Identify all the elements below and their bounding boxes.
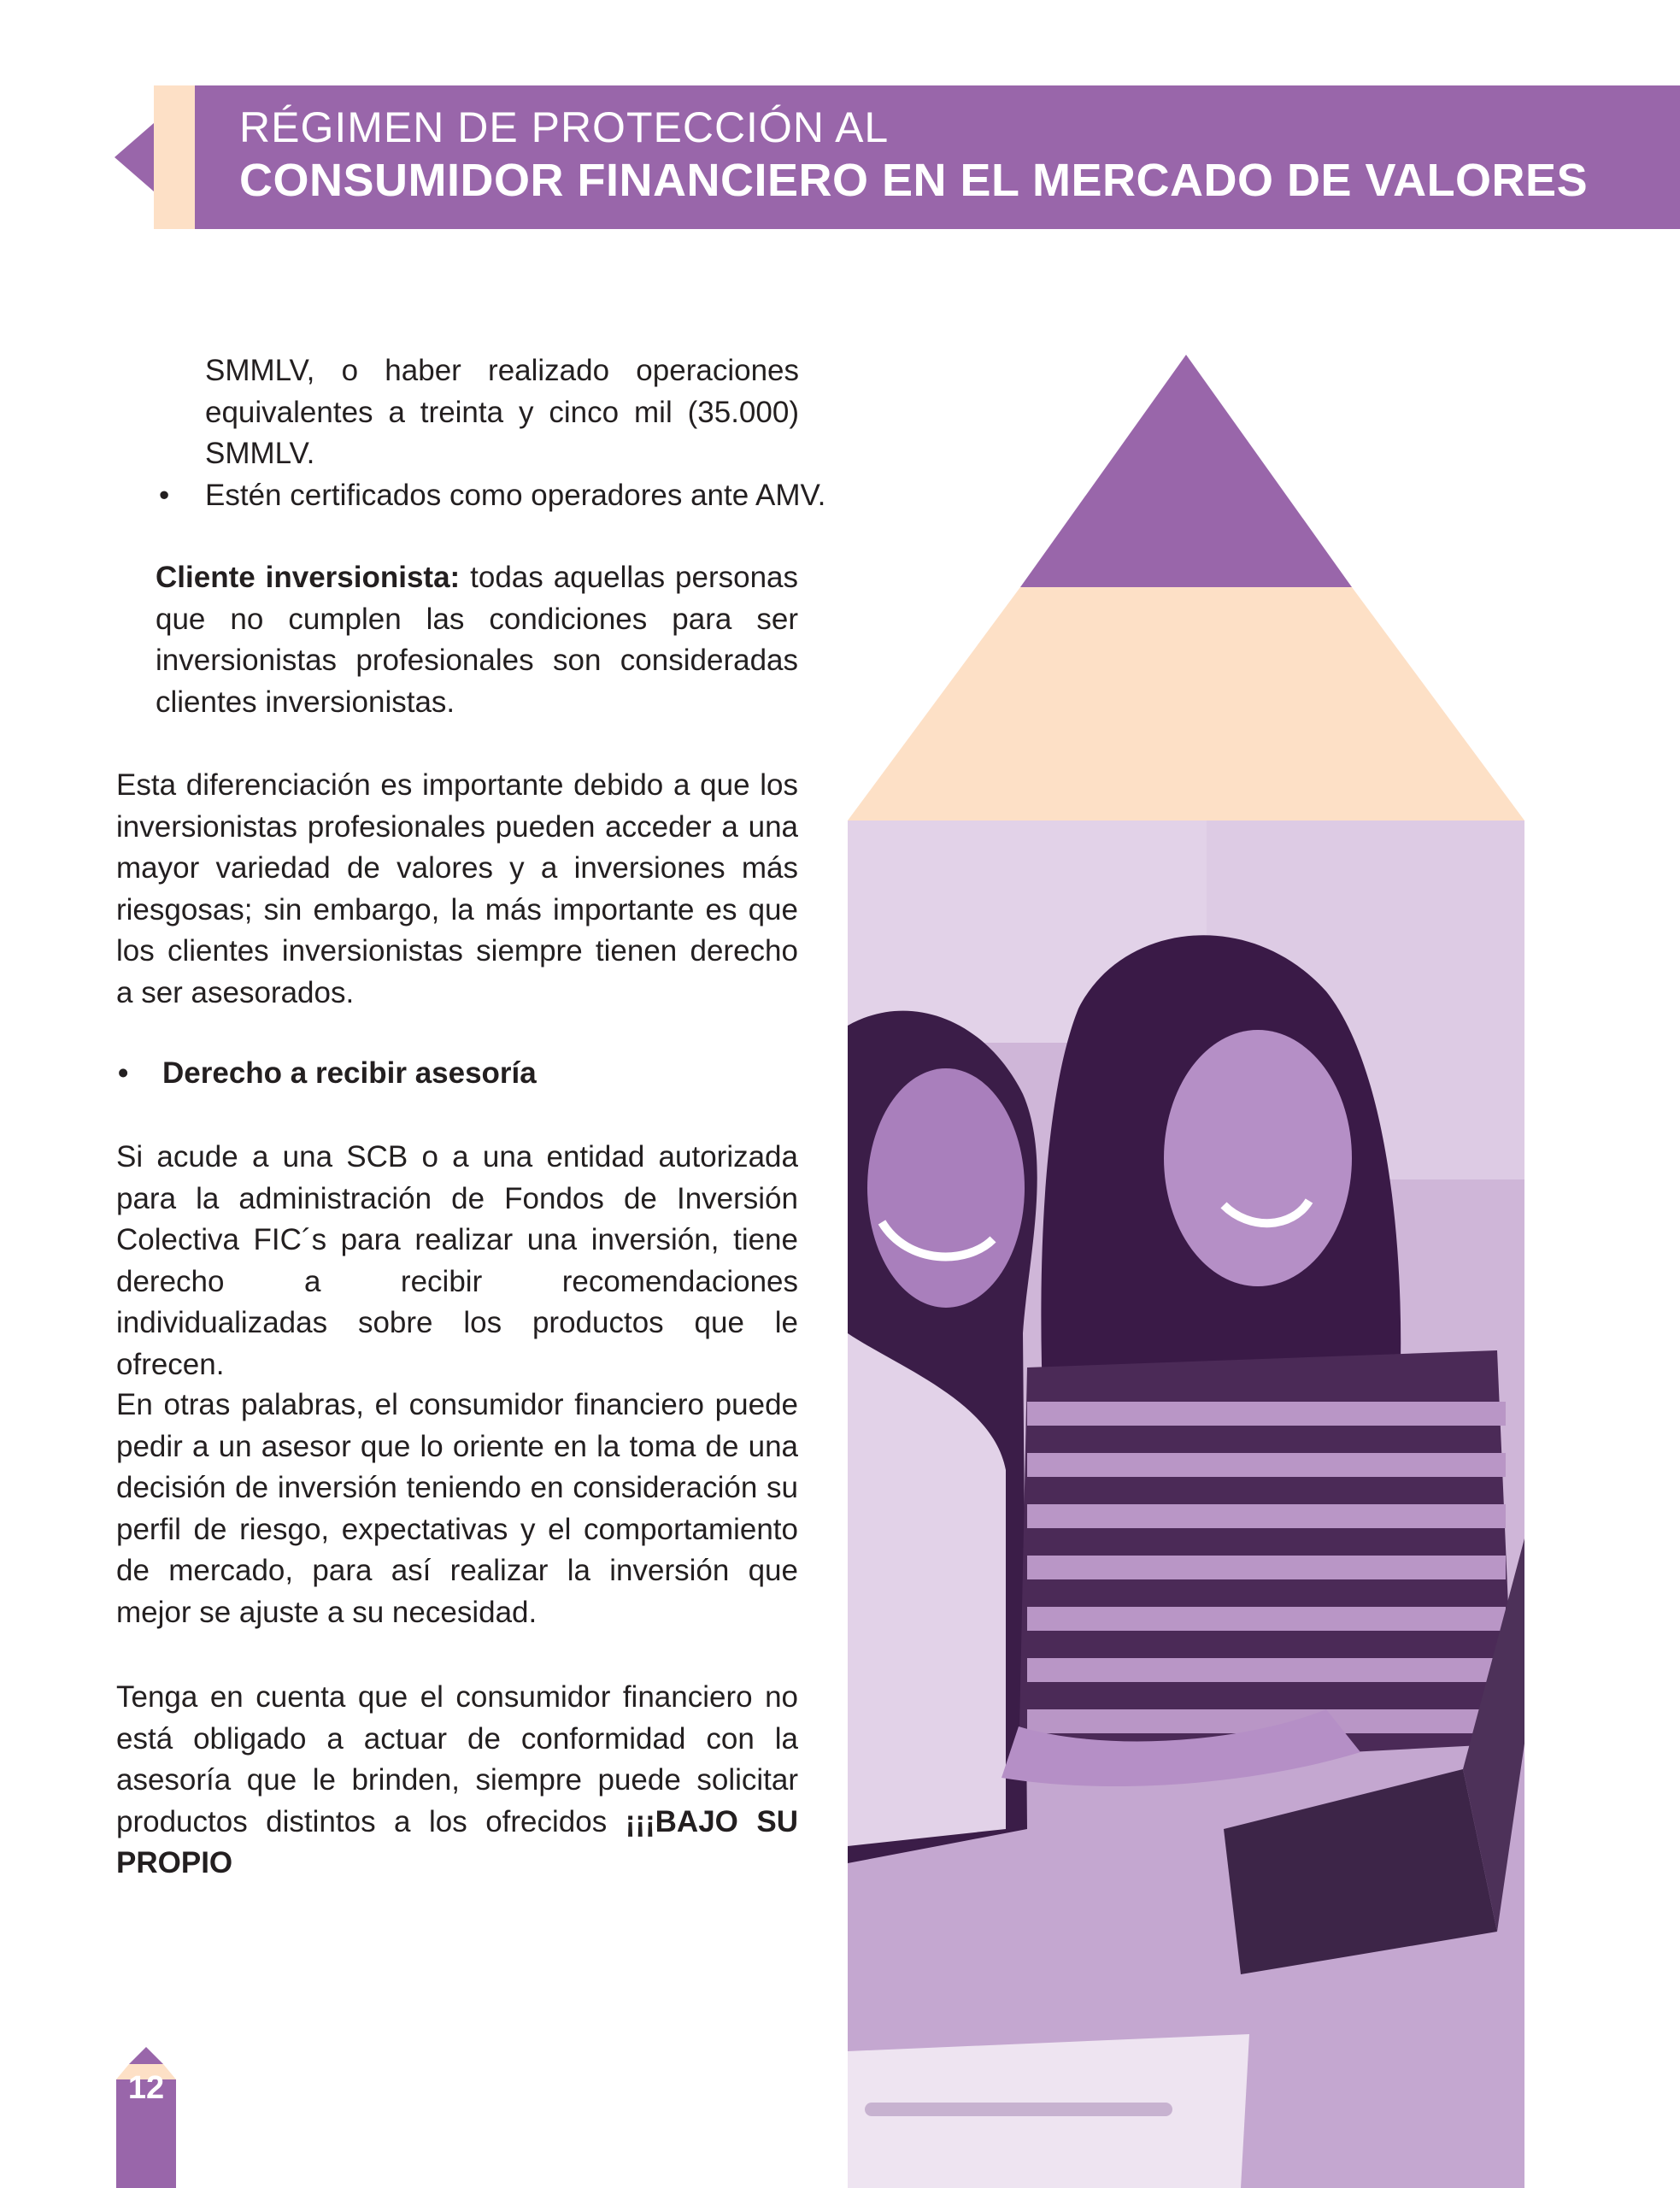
pencil-tip (1020, 355, 1352, 587)
bullet-marker: • (159, 479, 170, 512)
page-number-pencil (116, 2047, 176, 2188)
paragraph-tenga-en-cuenta (116, 1677, 798, 1885)
page-number: 12 (127, 2070, 165, 2106)
header-title-line1: RÉGIMEN DE PROTECCIÓN AL (239, 103, 890, 151)
bullet-certificados: Estén certificados como operadores ante AMV. (205, 479, 826, 512)
section-heading-asesoria: Derecho a recibir asesoría (162, 1056, 537, 1090)
photo-illustration (848, 820, 1524, 2188)
paragraph-diferenciacion: Esta diferenciación es importante debido a que los inversionistas profesionales pueden acceder a una mayor variedad de valores y a inversiones más riesgosas; sin embargo, la más importante es que los clientes inversionistas siempre tienen derecho a ser asesorados. (116, 768, 798, 1009)
paragraph-otras-palabras: En otras palabras, el consumidor financiero puede pedir a un asesor que lo oriente en la toma de una decisión de inversión teniendo en consideración su perfil de riesgo, expectativas y el comportamiento de mercado, para así realizar la inversión que mejor se ajuste a su necesidad. (116, 1388, 798, 1629)
header-title-line2: CONSUMIDOR FINANCIERO EN EL MERCADO DE VALORES (239, 155, 1589, 206)
paragraph-cliente-inversionista (156, 557, 798, 723)
term-cliente-inversionista: Cliente inversionista: (156, 561, 461, 594)
paragraph-scb: Si acude a una SCB o a una entidad autorizada para la administración de Fondos de Inversión Colectiva FIC´s para realizar una inversión, tiene derecho a recibir recomendaciones individualizadas sobre los productos que le ofrecen. (116, 1140, 798, 1381)
definition-cliente-inversionista: todas aquellas personas que no cumplen las condiciones para ser inversionistas profesionales son consideradas clientes inversionistas. (156, 561, 799, 719)
header-arrow-tip (115, 85, 195, 229)
bullet-marker: • (118, 1056, 129, 1090)
paragraph-smmlv: SMMLV, o haber realizado operaciones equivalentes a treinta y cinco mil (35.000) SMMLV. (205, 354, 799, 470)
emphasis-bajo-su-propio: ¡¡¡BAJO SU PROPIO (116, 1804, 798, 1879)
paragraph-tenga-text: Tenga en cuenta que el consumidor financiero no está obligado a actuar de conformidad con la asesoría que le brinden, siempre puede solicitar productos distintos a los ofrecidos (116, 1680, 798, 1838)
photo-two-women-laptop (848, 820, 1524, 2188)
pencil-cone (848, 587, 1524, 820)
